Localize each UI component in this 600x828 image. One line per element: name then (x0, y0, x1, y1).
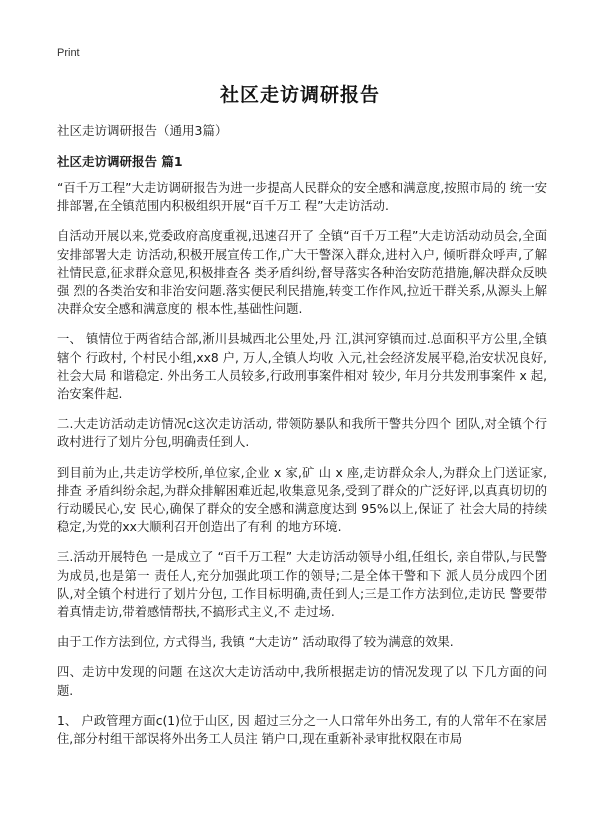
document-body (57, 179, 547, 760)
document-subtitle: 社区走访调研报告（通用3篇） (57, 123, 228, 138)
page-title: 社区走访调研报告 (219, 84, 380, 106)
paragraph-visit-situation: 二.大走访活动走访情况c这次走访活动, 带领防暴队和我所干警共分四个 团队,对全镇个行政村进行了划片分包,明确责任到人. (57, 417, 547, 450)
paragraph-problems-found: 四、走访中发现的问题 在这次大走访活动中,我所根据走访的情况发现了以 下几方面的问题. (57, 665, 547, 698)
paragraph-town-overview: 一、 镇情位于两省结合部,淅川县城西北公里处,丹 江,淇河穿镇而过.总面积平方公里,全镇辖个 行政村, 个村民小组,xx8 户, 万人,全镇人均收 入元,社会经济发展平稳,治安状况良好,社会大局 和谐稳定. 外出务工人员较多,行政刑事案件相对 较少, 年月分共发刑事案件 x 起,治安案件起. (57, 332, 547, 402)
paragraph-household-management: 1、 户政管理方面c(1)位于山区, 因 超过三分之一人口常年外出务工, 有的人常年不在家居住,部分村组干部误将外出务工人员注 销户口,现在重新补录审批权限在市局 (57, 713, 547, 747)
paragraph-visit-results: 到目前为止,共走访学校所,单位家,企业 x 家,矿 山 x 座,走访群众余人,为群众上门送证家,排查 矛盾纠纷余起,为群众排解困难近起,收集意见条,受到了群众的广泛好评,以真真切切的行动暖民心,安 民心,确保了群众的安全感和满意度达到 95%以上,保证了 社会大局的持续稳定,为党的xx大顺利召开创造出了有利 的地方环境. (57, 465, 547, 535)
paragraph-effect: 由于工作方法到位, 方式得当, 我镇 “大走访” 活动取得了较为满意的效果. (57, 635, 454, 650)
paragraph-activity-features: 三.活动开展特色 一是成立了 “百千万工程” 大走访活动领导小组,任组长, 亲自带队,与民警为成员,也是第一 责任人,充分加强此项工作的领导;二是全体干警和下 派人员分成四个团队,对全镇个村进行了划片分包, 工作目标明确,责任到人;三是工作方法到位,走访民 警要带着真情走访,带着感情帮扶,不搞形式主义,不 走过场. (57, 550, 547, 620)
paragraph-intro: “百千万工程”大走访调研报告为进一步提高人民群众的安全感和满意度,按照市局的 统一安排部署,在全镇范围内积极组织开展“百千万工 程”大走访活动. (57, 181, 547, 214)
print-label: Print (57, 47, 80, 59)
paragraph-activity-launch: 自活动开展以来,党委政府高度重视,迅速召开了 全镇“百千万工程”大走访活动动员会,全面安排部署大走 访活动,积极开展宣传工作,广大干警深入群众,进村入户, 倾听群众呼声,了解社情民意,征求群众意见,积极排查各 类矛盾纠纷,督导落实各种治安防范措施,解决群众反映强 烈的各类治安和非治安问题.落实便民利民措施,转变工作作风,拉近干群关系,从源头上解决群众安全感和满意度的 根本性,基础性问题. (57, 229, 547, 317)
section-heading: 社区走访调研报告 篇1 (57, 154, 183, 169)
